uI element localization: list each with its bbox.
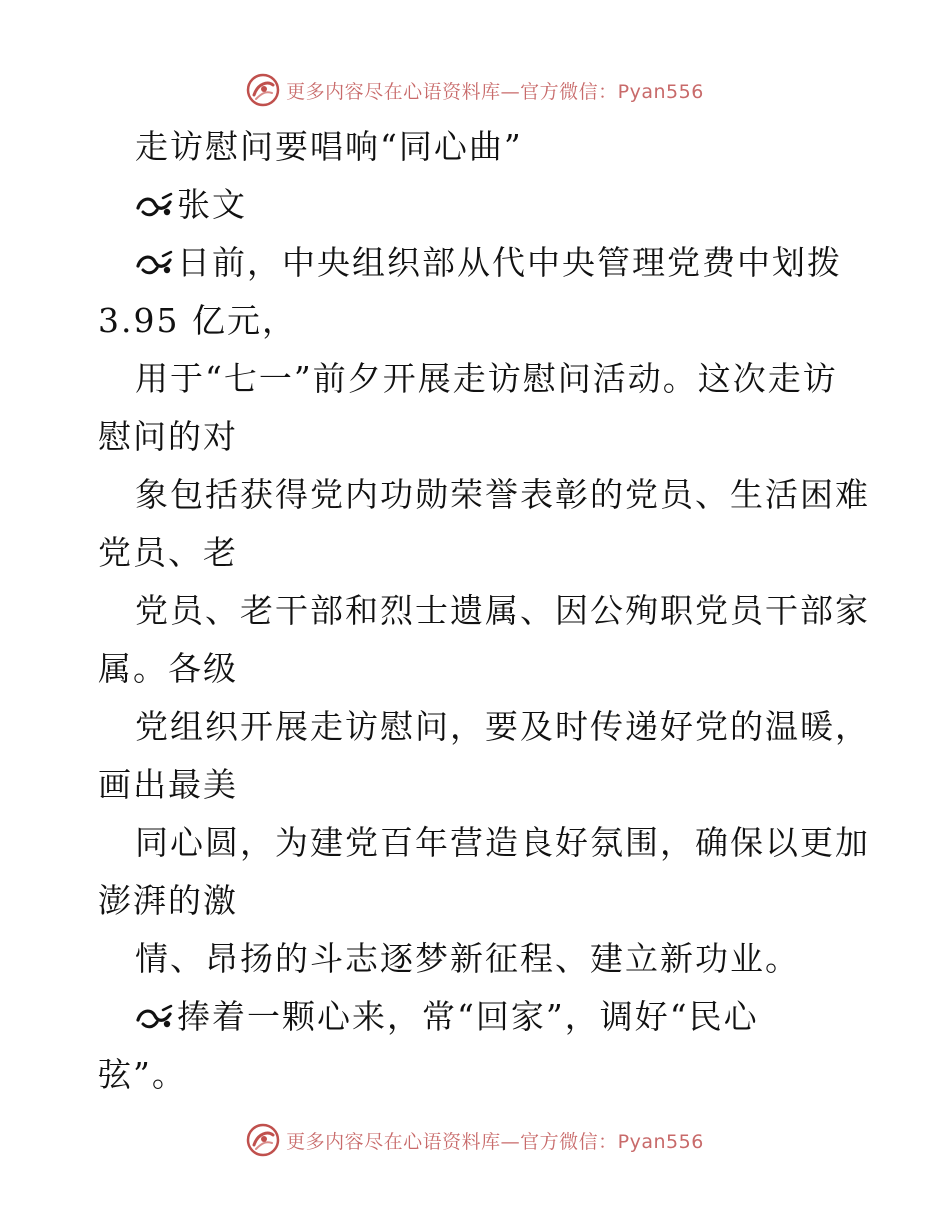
fleuron-icon [135, 1002, 175, 1032]
paragraph-line: 党员、老干部和烈士遗属、因公殉职党员干部家 [135, 591, 870, 630]
paragraph-line: 党员、老 [98, 533, 238, 572]
paragraph-line: 慰问的对 [98, 417, 238, 456]
bottom-watermark [0, 1120, 950, 1160]
paragraph-line: 同心圆，为建党百年营造良好氛围，确保以更加 [135, 823, 870, 862]
red-swirl-logo-icon [246, 1123, 280, 1157]
watermark-text: 更多内容尽在心语资料库—官方微信：Pyan556 [286, 80, 704, 103]
author-line [135, 176, 247, 234]
top-watermark [0, 70, 950, 110]
fleuron-icon [135, 190, 175, 220]
paragraph-line [135, 234, 842, 292]
paragraph-text: 日前，中央组织部从代中央管理党费中划拨 [177, 243, 842, 282]
fleuron-icon [135, 248, 175, 278]
paragraph-line: 画出最美 [98, 765, 238, 804]
paragraph-line: 象包括获得党内功勋荣誉表彰的党员、生活困难 [135, 475, 870, 514]
paragraph-text: 捧着一颗心来，常“回家”，调好“民心 [177, 997, 759, 1036]
paragraph-line: 党组织开展走访慰问，要及时传递好党的温暖， [135, 707, 870, 746]
paragraph-line: 澎湃的激 [98, 881, 238, 920]
article-title: 走访慰问要唱响“同心曲” [135, 127, 523, 166]
paragraph-line: 情、昂扬的斗志逐梦新征程、建立新功业。 [135, 939, 800, 978]
paragraph-line [135, 988, 759, 1046]
paragraph-line: 3.95 亿元， [98, 301, 297, 340]
paragraph-line: 弦”。 [98, 1055, 187, 1094]
red-swirl-logo-icon [246, 73, 280, 107]
watermark-text: 更多内容尽在心语资料库—官方微信：Pyan556 [286, 1130, 704, 1153]
author-name: 张文 [177, 185, 247, 224]
paragraph-line: 用于“七一”前夕开展走访慰问活动。这次走访 [135, 359, 838, 398]
paragraph-line: 属。各级 [98, 649, 238, 688]
